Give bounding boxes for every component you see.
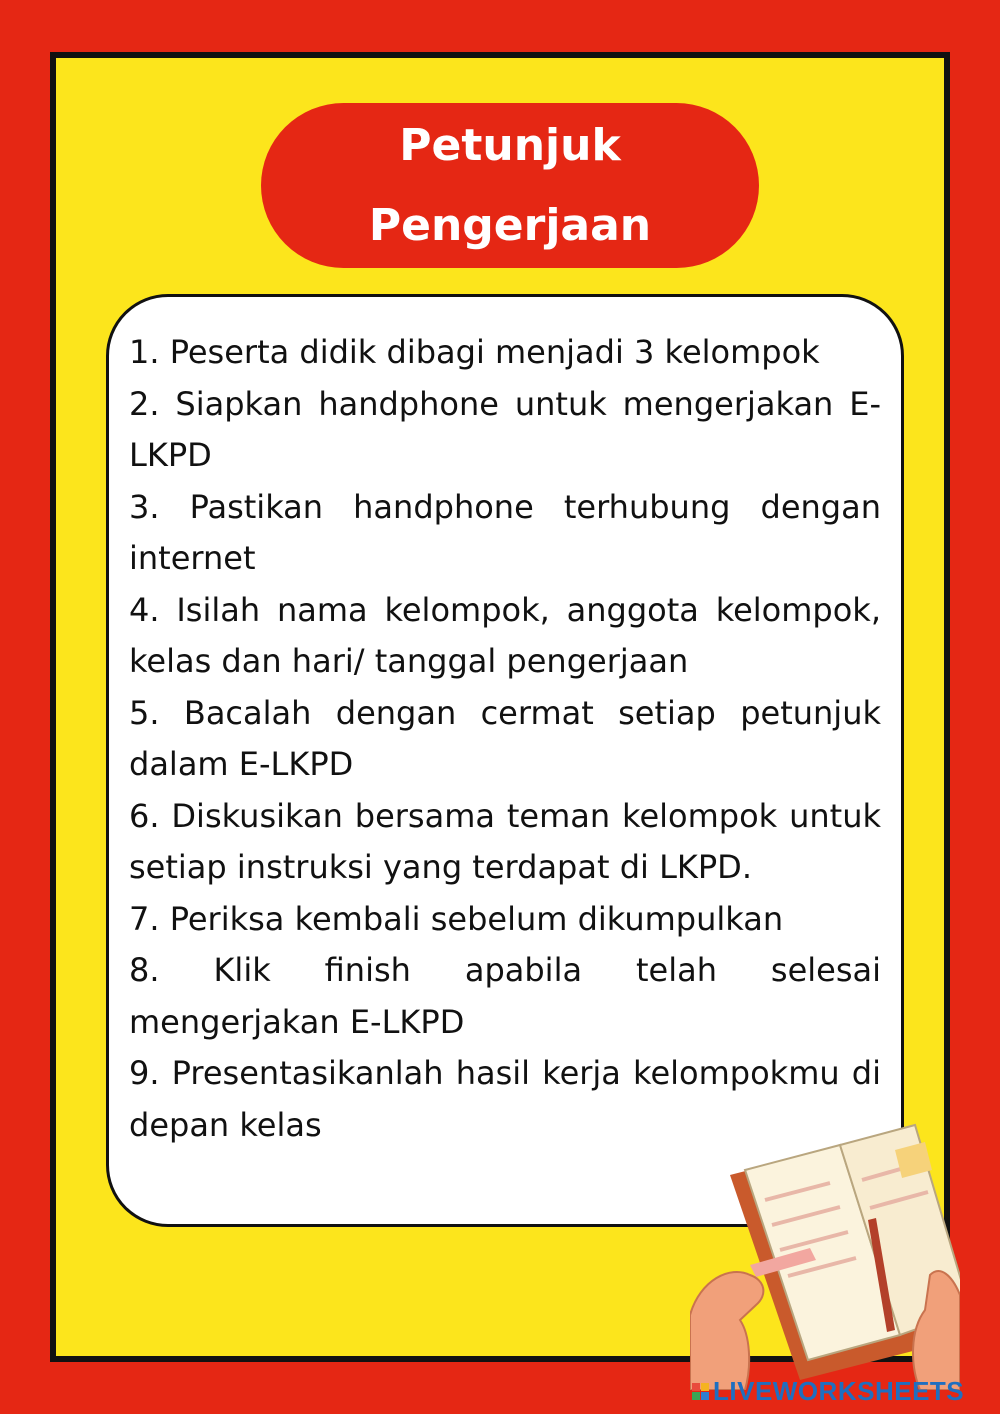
liveworksheets-logo-icon — [692, 1383, 709, 1400]
open-book-with-hands-icon — [690, 1080, 960, 1390]
step-3: 3. Pastikan handphone terhubung dengan internet — [129, 487, 881, 577]
liveworksheets-watermark — [692, 1376, 964, 1406]
title-line-1: Petunjuk — [399, 119, 621, 171]
step-4: 4. Isilah nama kelompok, anggota kelompok, kelas dan hari/ tanggal pengerjaan — [129, 590, 881, 680]
step-5: 5. Bacalah dengan cermat setiap petunjuk dalam E-LKPD — [129, 693, 881, 783]
title-line-2: Pengerjaan — [368, 199, 652, 251]
title-banner — [261, 103, 759, 268]
step-1: 1. Peserta didik dibagi menjadi 3 kelompok — [129, 333, 820, 371]
step-7: 7. Periksa kembali sebelum dikumpulkan — [129, 899, 784, 938]
step-9: 9. Presentasikanlah hasil kerja kelompokmu di depan kelas — [129, 1054, 881, 1144]
step-2: 2. Siapkan handphone untuk mengerjakan E-LKPD — [129, 384, 881, 474]
step-6: 6. Diskusikan bersama teman kelompok untuk setiap instruksi yang terdapat di LKPD. — [129, 796, 881, 886]
watermark-text: LIVEWORKSHEETS — [713, 1375, 965, 1406]
step-8: 8. Klik finish apabila telah selesai mengerjakan E-LKPD — [129, 951, 881, 1041]
